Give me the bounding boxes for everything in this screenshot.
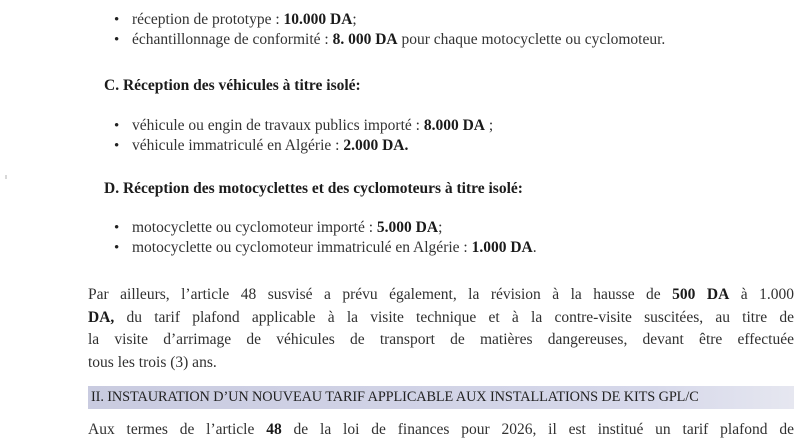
list-section-c (114, 116, 493, 156)
item-amount: 10.000 DA (283, 11, 353, 28)
list-item (114, 238, 537, 258)
section-c-heading: C. Réception des véhicules à titre isolé: (104, 77, 361, 94)
list-section-d (114, 218, 537, 258)
paragraph-line (88, 284, 794, 307)
paragraph-article-48-gpl (88, 419, 794, 442)
item-suffix: pour chaque motocyclette ou cyclomoteur. (397, 31, 666, 48)
item-text: motocyclette ou cyclomoteur importé : (132, 219, 377, 236)
paragraph-line (88, 419, 794, 442)
item-suffix: ; (438, 219, 443, 236)
item-suffix: ; (484, 117, 494, 134)
item-text: véhicule ou engin de travaux publics importé : (132, 117, 424, 134)
item-text: réception de prototype : (132, 11, 284, 28)
item-suffix: . (532, 239, 537, 256)
scan-artifact (5, 175, 7, 179)
item-text: véhicule immatriculé en Algérie : (132, 137, 344, 154)
section-ii-heading: II. INSTAURATION D’UN NOUVEAU TARIF APPLICABLE AUX INSTALLATIONS DE KITS GPL/C (88, 386, 794, 409)
list-reception-tail (114, 10, 665, 50)
item-amount: 8.000 DA (423, 117, 485, 134)
item-amount: 1.000 DA (471, 239, 533, 256)
item-amount: 5.000 DA (376, 219, 439, 236)
article-number: 48 (266, 421, 282, 438)
item-suffix: ; (352, 11, 357, 28)
paragraph-line: la visite d’arrimage de véhicules de transport de matières dangereuses, devant être effectuée (88, 331, 794, 348)
item-text: échantillonnage de conformité : (132, 31, 333, 48)
paragraph-line: tous les trois (3) ans. (88, 353, 217, 371)
text: Aux termes de l’article (88, 421, 267, 438)
paragraph-line (88, 307, 794, 330)
list-item (114, 10, 665, 30)
paragraph-article-48-revision (88, 284, 794, 374)
list-item (114, 218, 537, 238)
item-amount: 8. 000 DA (332, 31, 398, 48)
text: de la loi de finances pour 2026, il est institué un tarif plafond de (281, 421, 794, 438)
amount: 500 DA (672, 286, 730, 303)
text: à 1.000 (729, 286, 794, 303)
item-amount: 2.000 DA. (343, 137, 409, 154)
text: Par ailleurs, l’article 48 susvisé a prévu également, la révision à la hausse de (88, 286, 673, 303)
item-text: motocyclette ou cyclomoteur immatriculé en Algérie : (132, 239, 472, 256)
section-d-heading: D. Réception des motocyclettes et des cyclomoteurs à titre isolé: (104, 180, 523, 197)
text: du tarif plafond applicable à la visite technique et à la contre-visite suscitées, au titre de (114, 308, 794, 326)
list-item (114, 116, 493, 136)
list-item (114, 136, 493, 156)
amount: DA, (88, 308, 115, 326)
list-item (114, 30, 665, 50)
